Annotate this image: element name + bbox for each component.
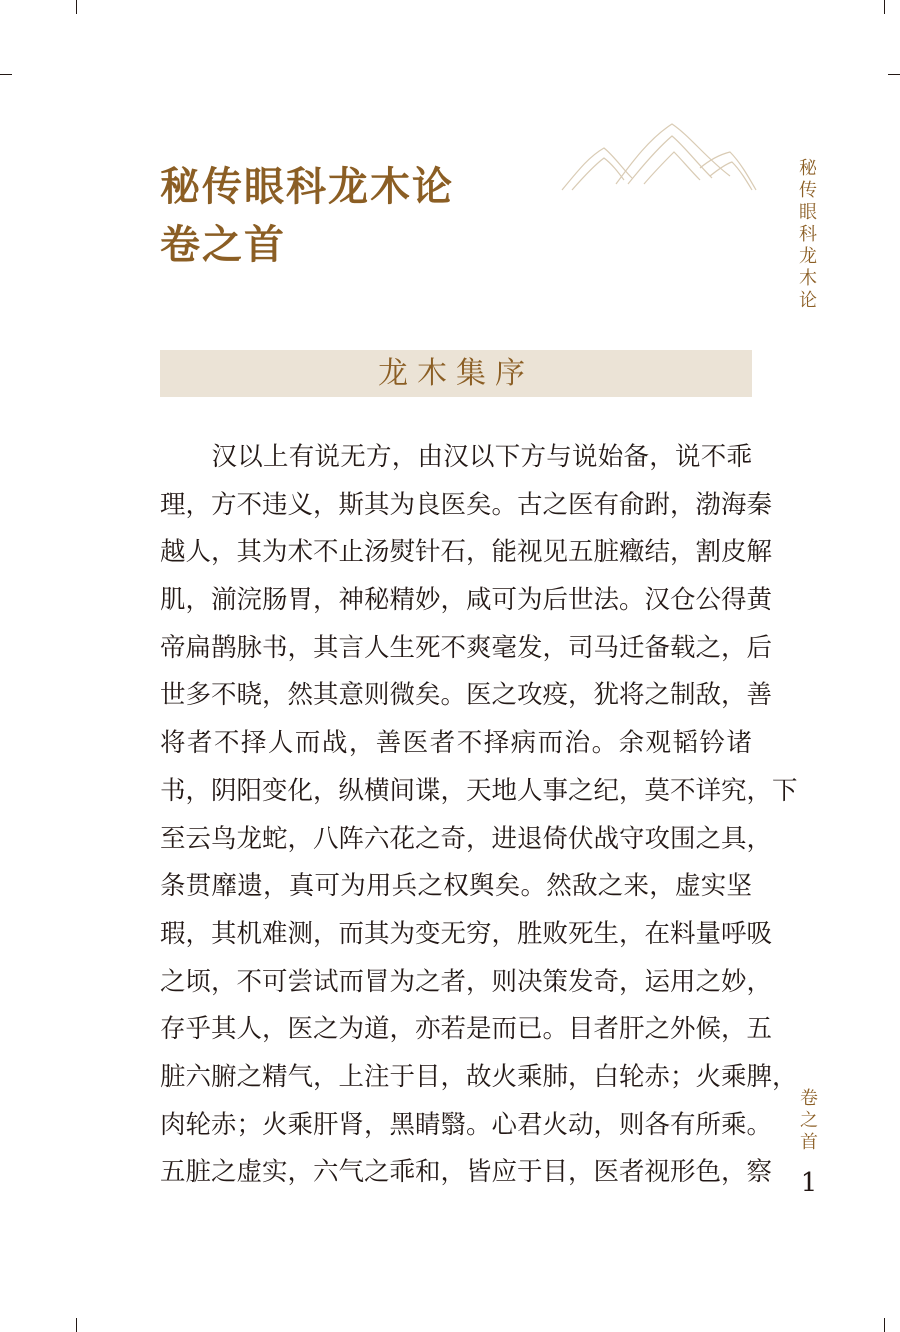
- text-line: 五脏之虚实，六气之乖和，皆应于目，医者视形色，察: [160, 1157, 773, 1188]
- text-line: 至云鸟龙蛇，八阵六花之奇，进退倚伏战守攻围之具，: [160, 823, 773, 854]
- text-line: 肌，湔浣肠胃，神秘精妙，咸可为后世法。汉仓公得黄: [160, 585, 773, 616]
- footer-chapter-char: 卷: [800, 1088, 818, 1109]
- running-head: [796, 158, 820, 312]
- text-line: 书，阴阳变化，纵横间谍，天地人事之纪，莫不详究，下: [160, 775, 798, 806]
- footer-chapter-char: 之: [800, 1110, 818, 1131]
- text-line: 存乎其人，医之为道，亦若是而已。目者肝之外候，五: [160, 1014, 773, 1045]
- text-line: 肉轮赤；火乘肝肾，黑睛翳。心君火动，则各有所乘。: [160, 1109, 773, 1140]
- running-head-char: 眼: [799, 202, 817, 223]
- running-head-char: 传: [799, 180, 817, 201]
- section-heading-bar: [160, 350, 752, 397]
- text-line: 理，方不违义，斯其为良医矣。古之医有俞跗，渤海秦: [160, 489, 773, 520]
- footer-chapter-label: [798, 1088, 820, 1154]
- text-line: 越人，其为术不止汤熨针石，能视见五脏癥结，割皮解: [160, 537, 773, 568]
- page-number: 1: [800, 1168, 818, 1198]
- text-line: 帝扁鹊脉书，其言人生死不爽毫发，司马迁备载之，后: [160, 632, 773, 663]
- crop-mark: [888, 74, 900, 75]
- section-title: 龙木集序: [378, 356, 534, 391]
- running-head-char: 科: [799, 224, 817, 245]
- running-head-char: 木: [799, 268, 817, 289]
- crop-mark: [76, 1318, 77, 1332]
- running-head-char: 龙: [799, 246, 817, 267]
- text-line: 瑕，其机难测，而其为变无穷，胜败死生，在料量呼吸: [160, 918, 773, 949]
- crop-mark: [884, 1318, 885, 1332]
- crop-mark: [0, 74, 12, 75]
- running-head-char: 论: [799, 290, 817, 311]
- chapter-title: 卷之首: [160, 221, 286, 268]
- text-line: 脏六腑之精气，上注于目，故火乘肺，白轮赤；火乘脾，: [160, 1061, 798, 1092]
- body-text: [160, 434, 798, 1197]
- footer-chapter-char: 首: [800, 1132, 818, 1153]
- running-head-char: 秘: [799, 158, 817, 179]
- text-line: 将者不择人而战，善医者不择病而治。余观韬钤诸: [160, 728, 752, 759]
- text-line: 汉以上有说无方，由汉以下方与说始备，说不乖: [160, 442, 752, 472]
- crop-mark: [884, 0, 885, 14]
- mountain-decoration-icon: [560, 118, 760, 198]
- text-line: 条贯靡遗，真可为用兵之权舆矣。然敌之来，虚实坚: [160, 871, 752, 902]
- text-line: 世多不晓，然其意则微矣。医之攻疫，犹将之制敌，善: [160, 680, 773, 711]
- crop-mark: [76, 0, 77, 14]
- page-title: [160, 158, 454, 274]
- book-title: 秘传眼科龙木论: [160, 163, 454, 210]
- text-line: 之顷，不可尝试而冒为之者，则决策发奇，运用之妙，: [160, 966, 773, 997]
